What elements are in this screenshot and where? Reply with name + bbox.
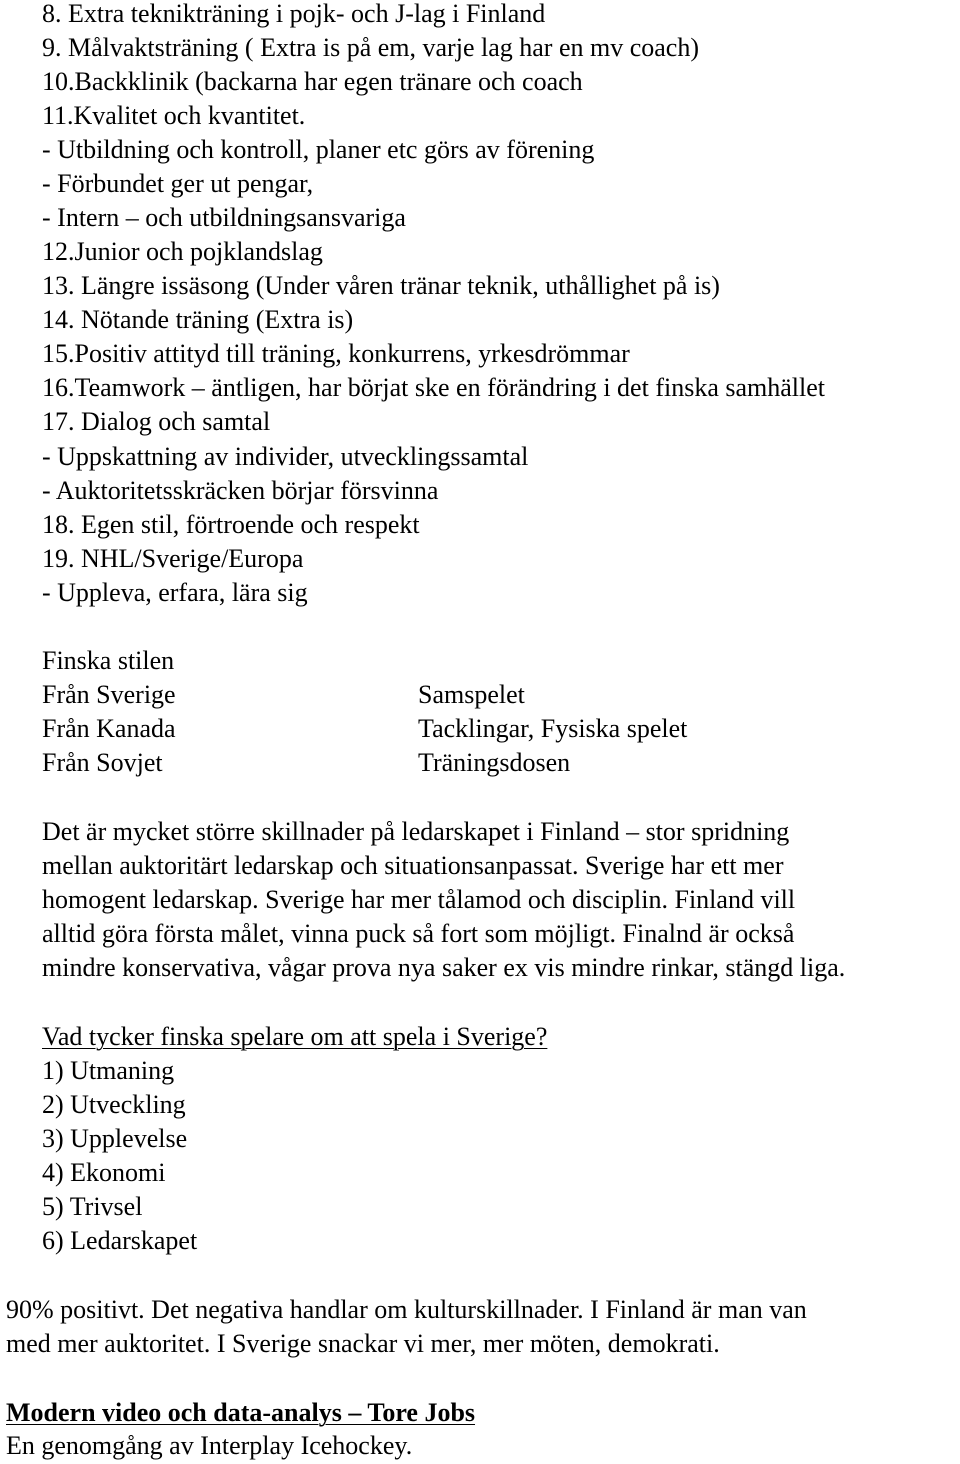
paragraph-line: med mer auktoritet. I Sverige snackar vi mer, mer möten, demokrati. bbox=[6, 1329, 720, 1358]
video-subtext: En genomgång av Interplay Icehockey. bbox=[6, 1431, 413, 1460]
list-item: 9. Målvaktsträning ( Extra is på em, varje lag har en mv coach) bbox=[42, 33, 699, 62]
origin-label: Från Sverige bbox=[42, 680, 176, 709]
list-item: - Uppleva, erfara, lära sig bbox=[42, 578, 308, 607]
paragraph-line: mellan auktoritärt ledarskap och situationsanpassat. Sverige har ett mer bbox=[42, 851, 784, 880]
list-item: - Auktoritetsskräcken börjar försvinna bbox=[42, 476, 439, 505]
origin-label: Från Kanada bbox=[42, 714, 176, 743]
list-item: - Utbildning och kontroll, planer etc görs av förening bbox=[42, 135, 595, 164]
list-item: 15.Positiv attityd till träning, konkurrens, yrkesdrömmar bbox=[42, 339, 630, 368]
section-title: Finska stilen bbox=[42, 646, 175, 675]
video-heading: Modern video och data-analys – Tore Jobs bbox=[6, 1398, 476, 1427]
list-item: - Förbundet ger ut pengar, bbox=[42, 169, 314, 198]
list-item: 12.Junior och pojklandslag bbox=[42, 237, 323, 266]
trait-label: Träningsdosen bbox=[418, 748, 571, 777]
trait-label: Samspelet bbox=[418, 680, 525, 709]
paragraph-line: homogent ledarskap. Sverige har mer tålamod och disciplin. Finland vill bbox=[42, 885, 796, 914]
list-item: 11.Kvalitet och kvantitet. bbox=[42, 101, 306, 130]
list-item: 14. Nötande träning (Extra is) bbox=[42, 305, 354, 334]
list-item: - Intern – och utbildningsansvariga bbox=[42, 203, 406, 232]
trait-label: Tacklingar, Fysiska spelet bbox=[418, 714, 688, 743]
list-item: 13. Längre issäsong (Under våren tränar teknik, uthållighet på is) bbox=[42, 271, 720, 300]
list-item: 10.Backklinik (backarna har egen tränare och coach bbox=[42, 67, 583, 96]
list-item: 16.Teamwork – äntligen, har börjat ske en förändring i det finska samhället bbox=[42, 373, 825, 402]
answer-item: 3) Upplevelse bbox=[42, 1124, 188, 1153]
answer-item: 1) Utmaning bbox=[42, 1056, 175, 1085]
question-heading: Vad tycker finska spelare om att spela i Sverige? bbox=[42, 1022, 548, 1051]
answer-item: 2) Utveckling bbox=[42, 1090, 186, 1119]
list-item: 8. Extra teknikträning i pojk- och J-lag i Finland bbox=[42, 0, 546, 28]
list-item: 18. Egen stil, förtroende och respekt bbox=[42, 510, 420, 539]
paragraph-line: Det är mycket större skillnader på ledarskapet i Finland – stor spridning bbox=[42, 817, 790, 846]
list-item: 17. Dialog och samtal bbox=[42, 407, 271, 436]
answer-item: 6) Ledarskapet bbox=[42, 1226, 198, 1255]
paragraph-line: mindre konservativa, vågar prova nya saker ex vis mindre rinkar, stängd liga. bbox=[42, 953, 846, 982]
answer-item: 4) Ekonomi bbox=[42, 1158, 166, 1187]
list-item: 19. NHL/Sverige/Europa bbox=[42, 544, 304, 573]
origin-label: Från Sovjet bbox=[42, 748, 163, 777]
list-item: - Uppskattning av individer, utvecklingssamtal bbox=[42, 442, 529, 471]
paragraph-line: 90% positivt. Det negativa handlar om kulturskillnader. I Finland är man van bbox=[6, 1295, 807, 1324]
answer-item: 5) Trivsel bbox=[42, 1192, 143, 1221]
paragraph-line: alltid göra första målet, vinna puck så fort som möjligt. Finalnd är också bbox=[42, 919, 795, 948]
